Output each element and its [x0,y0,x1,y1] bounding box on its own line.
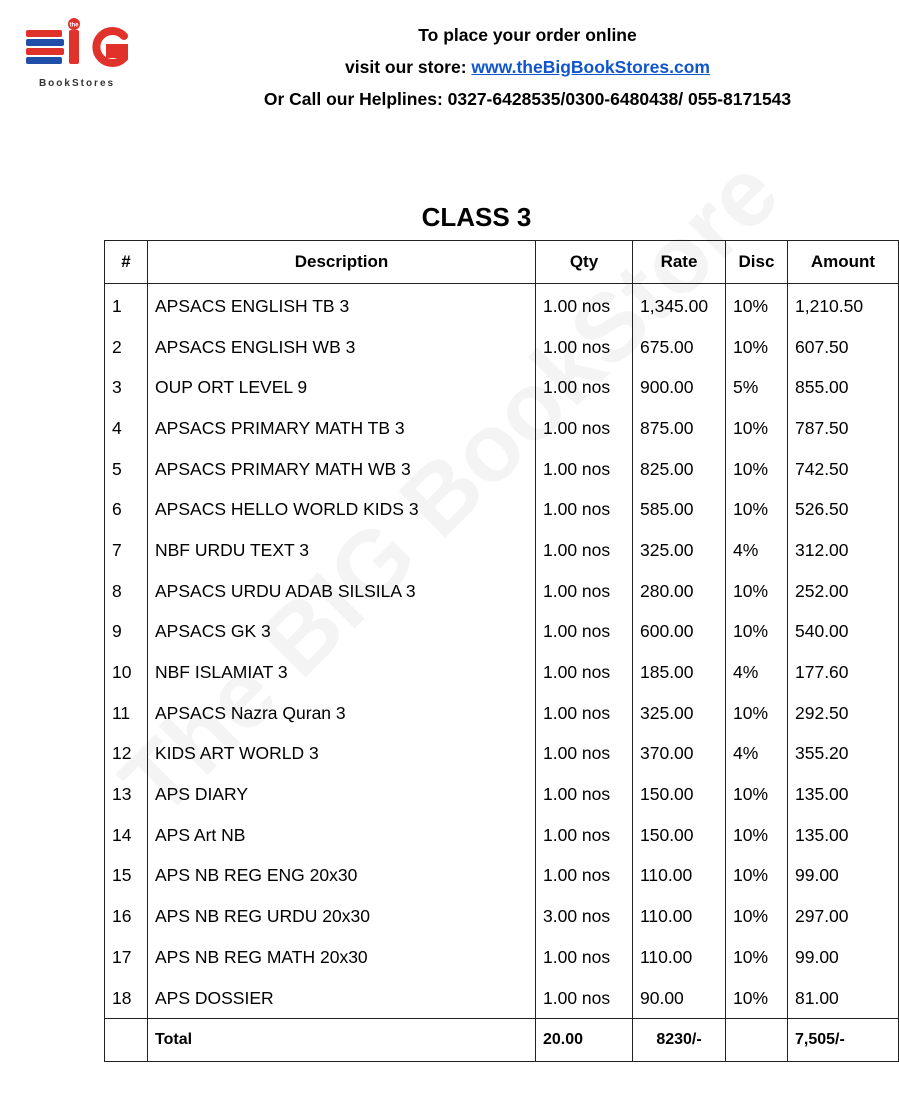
item-rate: 325.00 [633,693,726,734]
item-disc: 4% [726,734,788,775]
column-header-qty: Qty [536,241,633,284]
item-qty: 1.00 nos [536,327,633,368]
item-amount: 355.20 [788,734,899,775]
total-amount: 7,505/- [788,1019,899,1062]
item-rate: 150.00 [633,815,726,856]
item-amount: 297.00 [788,896,899,937]
item-rate: 110.00 [633,896,726,937]
item-amount: 99.00 [788,856,899,897]
table-row [105,367,899,408]
item-rate: 150.00 [633,774,726,815]
item-description: APSACS Nazra Quran 3 [148,693,536,734]
item-description: APS Art NB [148,815,536,856]
column-header-number: # [105,241,148,284]
total-row [105,1019,899,1062]
item-amount: 292.50 [788,693,899,734]
row-number: 13 [105,774,148,815]
item-qty: 1.00 nos [536,815,633,856]
item-amount: 1,210.50 [788,284,899,327]
svg-text:the: the [69,22,79,29]
table-row [105,530,899,571]
row-number: 8 [105,571,148,612]
store-logo [24,18,132,88]
total-rate: 8230/- [633,1019,726,1062]
item-description: APSACS URDU ADAB SILSILA 3 [148,571,536,612]
table-row [105,408,899,449]
item-disc: 10% [726,489,788,530]
column-header-description: Description [148,241,536,284]
item-description: APSACS PRIMARY MATH TB 3 [148,408,536,449]
item-description: KIDS ART WORLD 3 [148,734,536,775]
item-rate: 185.00 [633,652,726,693]
row-number: 9 [105,612,148,653]
item-rate: 90.00 [633,978,726,1019]
page-title: CLASS 3 [421,202,532,232]
item-rate: 1,345.00 [633,284,726,327]
item-description: APS DOSSIER [148,978,536,1019]
row-number: 1 [105,284,148,327]
total-number-cell [105,1019,148,1062]
total-label: Total [148,1019,536,1062]
item-amount: 135.00 [788,774,899,815]
table-row [105,937,899,978]
helpline-line: Or Call our Helplines: 0327-6428535/0300-6480438/ 055-8171543 [263,89,792,109]
table-row [105,815,899,856]
item-rate: 585.00 [633,489,726,530]
table-row [105,652,899,693]
order-online-line: To place your order online [418,25,637,45]
item-rate: 875.00 [633,408,726,449]
item-rate: 675.00 [633,327,726,368]
item-qty: 1.00 nos [536,408,633,449]
row-number: 15 [105,856,148,897]
item-qty: 1.00 nos [536,530,633,571]
row-number: 14 [105,815,148,856]
item-description: OUP ORT LEVEL 9 [148,367,536,408]
table-row [105,489,899,530]
item-disc: 10% [726,774,788,815]
item-disc: 10% [726,978,788,1019]
row-number: 3 [105,367,148,408]
table-row [105,978,899,1019]
item-qty: 1.00 nos [536,774,633,815]
store-website-link[interactable]: www.theBigBookStores.com [471,57,710,77]
row-number: 7 [105,530,148,571]
logo-subtitle: BookStores [38,78,116,89]
book-list-table [104,240,899,1062]
order-info [160,22,895,118]
table-row [105,693,899,734]
item-disc: 10% [726,693,788,734]
item-disc: 10% [726,815,788,856]
item-rate: 325.00 [633,530,726,571]
item-amount: 742.50 [788,449,899,490]
table-row [105,734,899,775]
item-rate: 280.00 [633,571,726,612]
total-disc-cell [726,1019,788,1062]
table-row [105,571,899,612]
item-disc: 5% [726,367,788,408]
table-row [105,284,899,327]
item-qty: 1.00 nos [536,693,633,734]
store-link-line [160,54,895,86]
item-description: NBF ISLAMIAT 3 [148,652,536,693]
item-rate: 110.00 [633,856,726,897]
table-row [105,449,899,490]
item-amount: 855.00 [788,367,899,408]
item-disc: 10% [726,571,788,612]
total-qty: 20.00 [536,1019,633,1062]
item-disc: 10% [726,284,788,327]
item-qty: 1.00 nos [536,937,633,978]
item-disc: 10% [726,937,788,978]
item-qty: 1.00 nos [536,612,633,653]
item-disc: 10% [726,856,788,897]
row-number: 17 [105,937,148,978]
item-amount: 540.00 [788,612,899,653]
item-disc: 10% [726,612,788,653]
item-disc: 10% [726,408,788,449]
item-description: APS NB REG MATH 20x30 [148,937,536,978]
item-qty: 1.00 nos [536,856,633,897]
table-row [105,612,899,653]
row-number: 11 [105,693,148,734]
item-qty: 3.00 nos [536,896,633,937]
item-amount: 135.00 [788,815,899,856]
item-qty: 1.00 nos [536,449,633,490]
row-number: 12 [105,734,148,775]
row-number: 10 [105,652,148,693]
item-amount: 252.00 [788,571,899,612]
item-description: APSACS ENGLISH TB 3 [148,284,536,327]
column-header-disc: Disc [726,241,788,284]
column-header-amount: Amount [788,241,899,284]
table-header-row [105,241,899,284]
item-description: APS NB REG URDU 20x30 [148,896,536,937]
item-amount: 177.60 [788,652,899,693]
table-row [105,856,899,897]
item-description: APSACS HELLO WORLD KIDS 3 [148,489,536,530]
row-number: 2 [105,327,148,368]
item-description: APS NB REG ENG 20x30 [148,856,536,897]
item-rate: 600.00 [633,612,726,653]
item-amount: 312.00 [788,530,899,571]
item-description: APSACS ENGLISH WB 3 [148,327,536,368]
table-row [105,774,899,815]
item-disc: 10% [726,449,788,490]
item-amount: 99.00 [788,937,899,978]
row-number: 5 [105,449,148,490]
item-amount: 787.50 [788,408,899,449]
item-disc: 10% [726,896,788,937]
item-qty: 1.00 nos [536,978,633,1019]
row-number: 6 [105,489,148,530]
item-disc: 4% [726,530,788,571]
big-bookstores-logo-icon [24,18,132,78]
item-disc: 4% [726,652,788,693]
item-description: APS DIARY [148,774,536,815]
item-qty: 1.00 nos [536,571,633,612]
item-qty: 1.00 nos [536,284,633,327]
item-qty: 1.00 nos [536,489,633,530]
column-header-rate: Rate [633,241,726,284]
item-rate: 900.00 [633,367,726,408]
table-row [105,896,899,937]
item-qty: 1.00 nos [536,734,633,775]
item-amount: 607.50 [788,327,899,368]
item-qty: 1.00 nos [536,652,633,693]
item-rate: 825.00 [633,449,726,490]
item-qty: 1.00 nos [536,367,633,408]
item-rate: 110.00 [633,937,726,978]
item-description: APSACS GK 3 [148,612,536,653]
row-number: 4 [105,408,148,449]
table-body [105,284,899,1019]
table-row [105,327,899,368]
item-amount: 526.50 [788,489,899,530]
row-number: 16 [105,896,148,937]
item-amount: 81.00 [788,978,899,1019]
item-disc: 10% [726,327,788,368]
item-rate: 370.00 [633,734,726,775]
store-link-prefix: visit our store: [345,57,472,77]
item-description: APSACS PRIMARY MATH WB 3 [148,449,536,490]
row-number: 18 [105,978,148,1019]
item-description: NBF URDU TEXT 3 [148,530,536,571]
